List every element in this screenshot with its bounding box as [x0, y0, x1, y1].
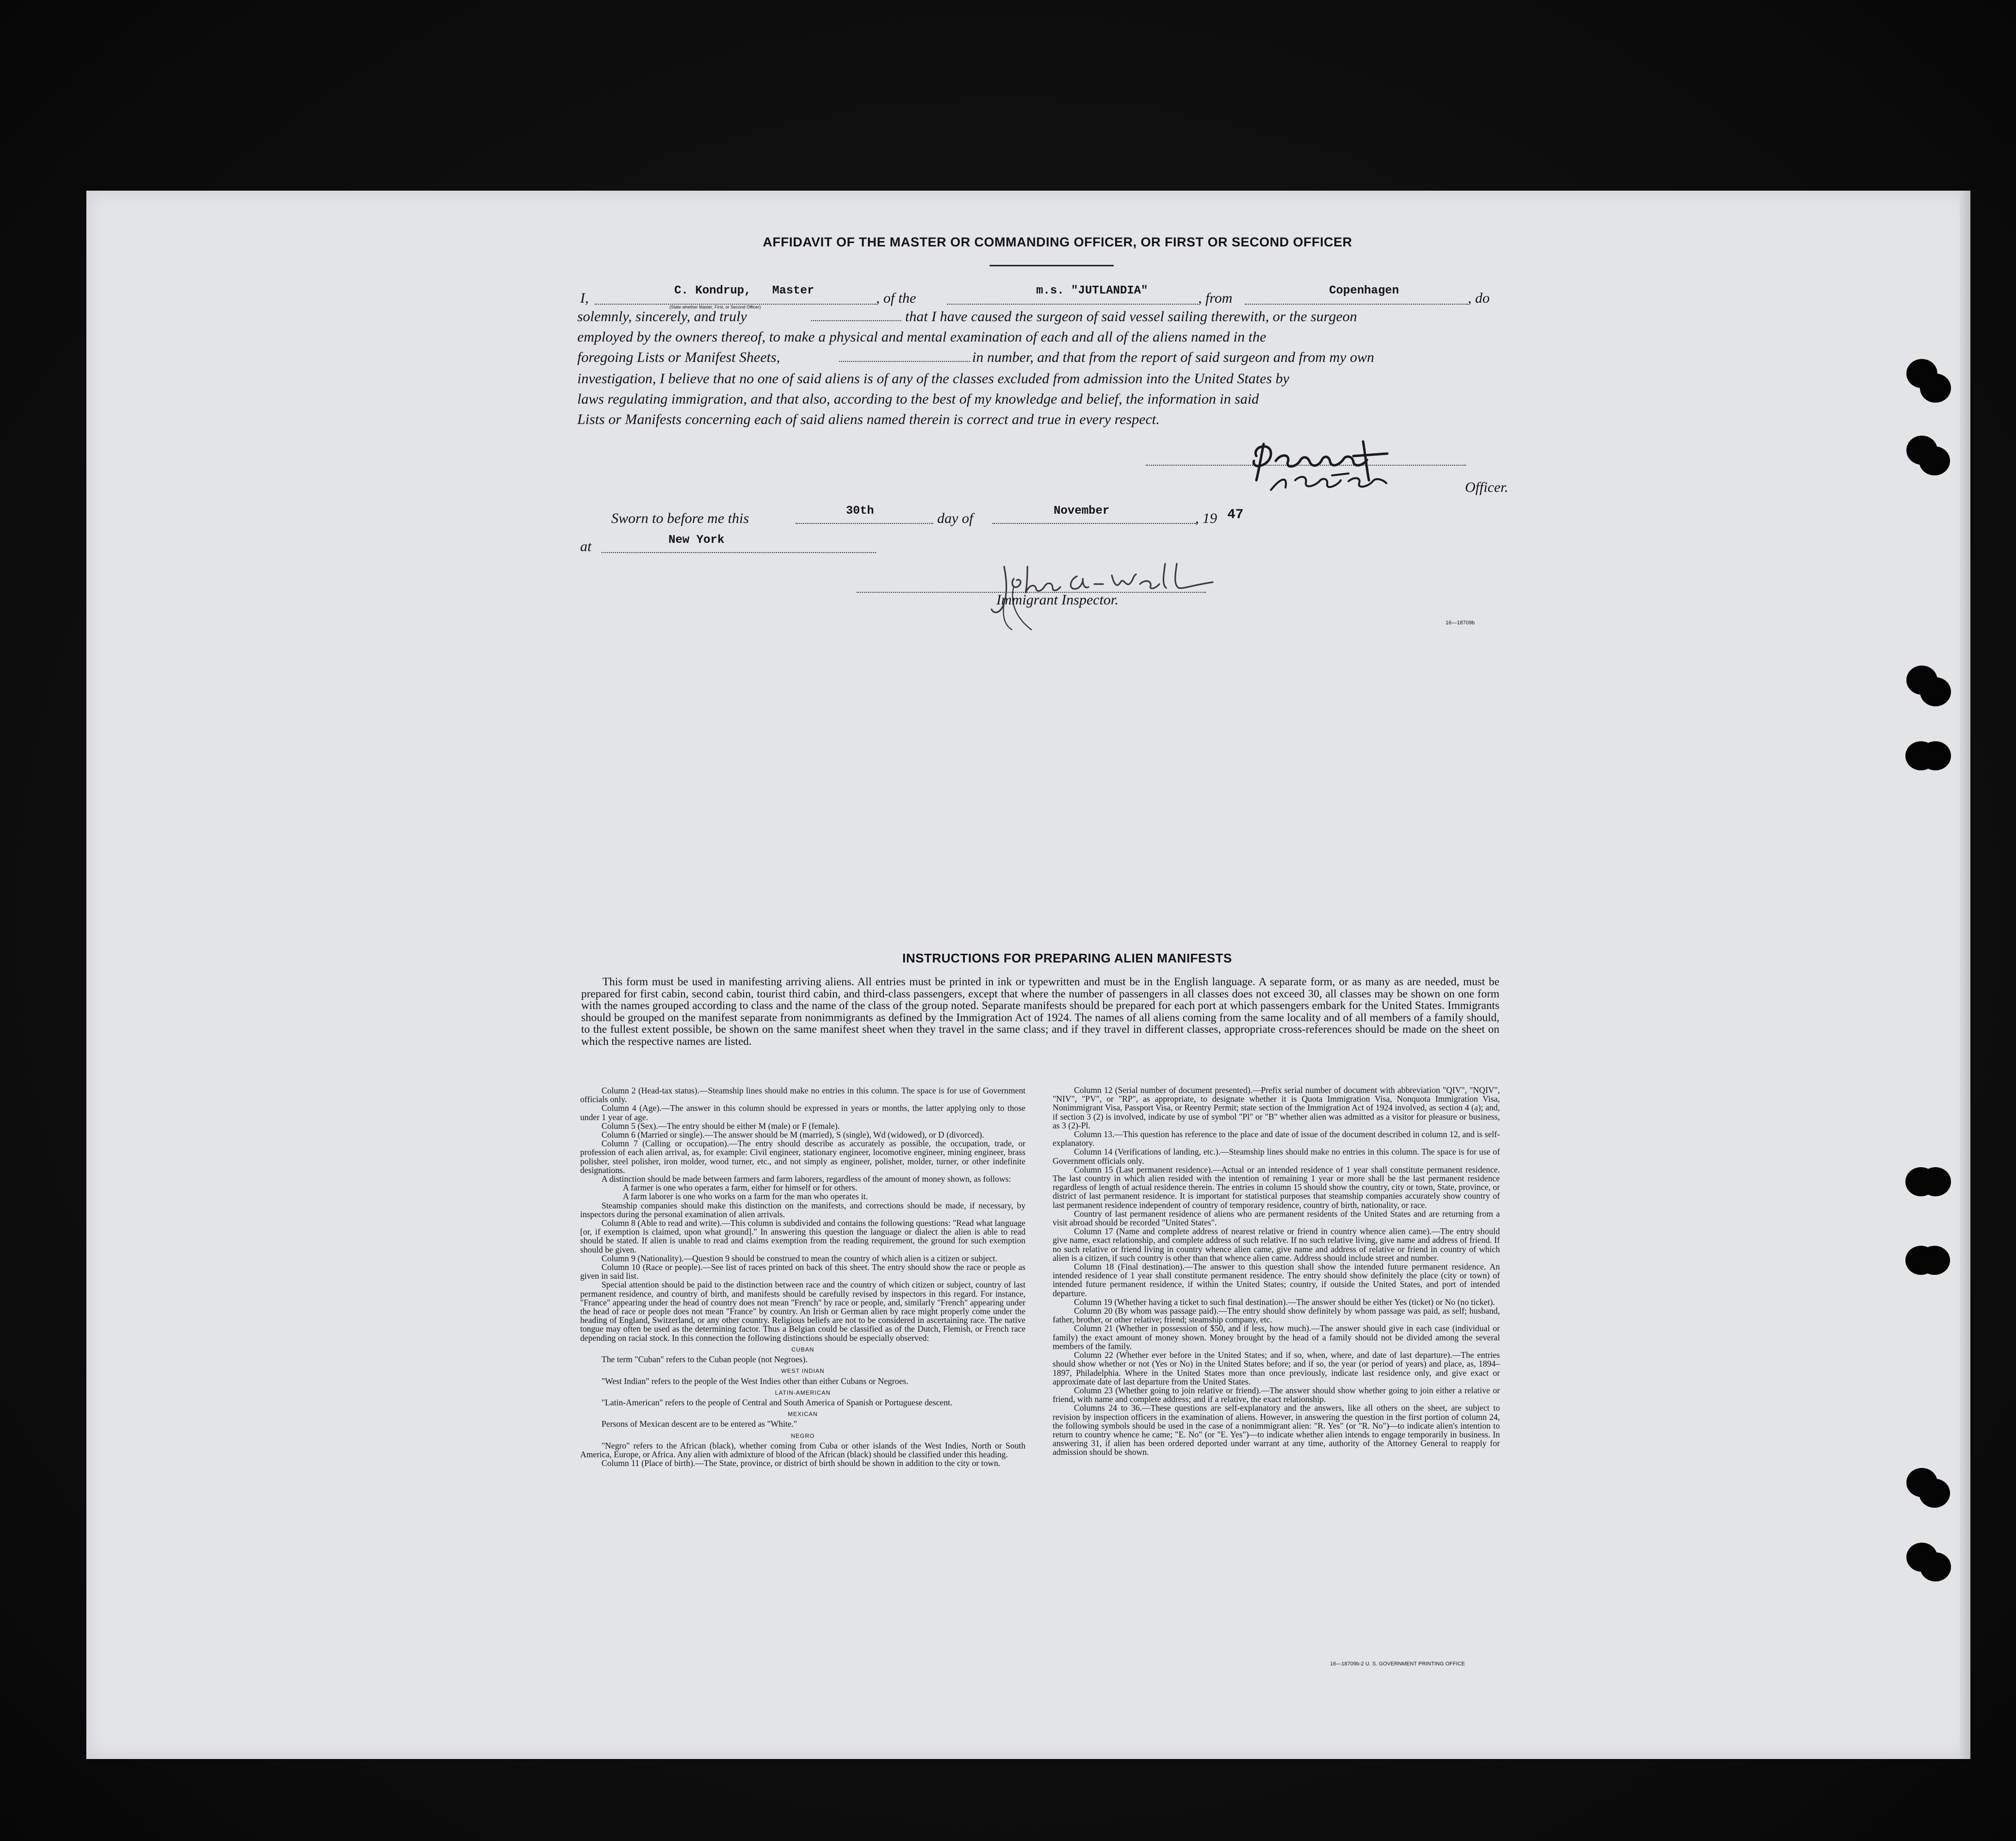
master-name-value: C. Kondrup,	[674, 284, 751, 297]
vessel-line	[947, 304, 1198, 305]
form-number: 16—18709b	[1446, 620, 1475, 626]
instructions-right-column	[1053, 1086, 1500, 1457]
inspector-label: Immigrant Inspector.	[996, 592, 1119, 608]
instruction-paragraph: Column 6 (Married or single).—The answer should be M (married), S (single), Wd (widowed), or D (divorced).	[602, 1130, 984, 1140]
instruction-paragraph: Column 13.—This question has reference to the place and date of issue of the document described in column 12, and is self-explanatory.	[1053, 1129, 1500, 1148]
section-heading: CUBAN	[791, 1346, 814, 1353]
instructions-intro	[581, 976, 1499, 1048]
instruction-paragraph: Column 15 (Last permanent residence).—Actual or an intended residence of 1 year shall constitute permanent residence. The last country in which alien resided with the intention of remaining 1 year or more shall be the last permanent residence regardless of length of actual residence therein. The entries in column 15 should show the country, city or town, State, province, or district of last permanent residence. It is important for statistical purposes that steamship companies accurately show country of last permanent residence independent of country of temporary residence, country of birth, nationality, or race.	[1053, 1164, 1500, 1210]
month-value: November	[1054, 505, 1110, 518]
affidavit-line-4a: foregoing Lists or Manifest Sheets,	[577, 349, 780, 365]
port-line	[1245, 304, 1468, 305]
rank-value: Master	[772, 284, 814, 297]
sworn-label: Sworn to before me this	[611, 510, 749, 526]
punch-hole	[1919, 1246, 1950, 1275]
affidavit-line-4b: in number, and that from the report of said surgeon and from my own	[972, 349, 1374, 365]
year-prefix-label: , 19	[1195, 510, 1217, 526]
instruction-paragraph: The term "Cuban" refers to the Cuban people (not Negroes).	[602, 1354, 808, 1365]
day-line	[796, 523, 933, 524]
month-line	[992, 523, 1196, 524]
instruction-paragraph: Column 23 (Whether going to join relative or friend).—The answer should show whether going to join either a relative or friend, with name and complete address; and if a relative, the exact relationship.	[1053, 1385, 1500, 1404]
punch-hole	[1920, 741, 1951, 770]
affidavit-line-5: investigation, I believe that no one of said aliens is of any of the classes excluded from admission into the United States by	[577, 371, 1289, 387]
instruction-paragraph: Column 7 (Calling or occupation).—The entry should describe as accurately as possible, the occupation, trade, or profession of each alien arrival, as, for example: Civil engineer, stationary engineer, locomotive engineer, mining engineer, brass polisher, steel polisher, iron molder, wood turner, etc., and not simply as engineer, polisher, molder, turner, or other indefinite designations.	[580, 1139, 1025, 1175]
punch-hole	[1920, 677, 1951, 706]
punch-hole	[1919, 446, 1950, 475]
section-heading: NEGRO	[791, 1432, 815, 1439]
section-heading: MEXICAN	[788, 1411, 818, 1418]
instruction-paragraph: Column 19 (Whether having a ticket to such final destination).—The answer should be either Yes (ticket) or No (no ticket).	[1074, 1297, 1495, 1307]
affidavit-line-7: Lists or Manifests concerning each of said aliens named therein is correct and true in every respect.	[577, 411, 1160, 427]
instruction-paragraph: "West Indian" refers to the people of the West Indies other than either Cubans or Negroes.	[602, 1376, 909, 1386]
instruction-paragraph: "Latin-American" refers to the people of Central and South America of Spanish or Portuguese descent.	[602, 1397, 953, 1407]
instruction-paragraph: Column 21 (Whether in possession of $50, and if less, how much).—The answer should give in each case (individual or family) the exact amount of money shown. Money brought by the head of a family should not be divided among the several members of the family.	[1053, 1323, 1500, 1351]
affidavit-line-2a: solemnly, sincerely, and truly	[577, 309, 747, 325]
year-value: 47	[1227, 507, 1244, 522]
instruction-paragraph: Column 10 (Race or people).—See list of races printed on back of this sheet. The entry should show the race or people as given in said list.	[580, 1262, 1025, 1281]
punch-hole	[1920, 1552, 1951, 1581]
master-signature	[1242, 427, 1494, 500]
rank-note: (State whether Master, First, or Second Officer)	[669, 305, 761, 310]
instructions-title: INSTRUCTIONS FOR PREPARING ALIEN MANIFESTS	[902, 951, 1232, 965]
officer-label: Officer.	[1465, 479, 1509, 495]
instruction-paragraph: Column 14 (Verifications of landing, etc.).—Steamship lines should make no entries in this column. The space is for use of Government officials only.	[1053, 1147, 1500, 1166]
instruction-paragraph: Column 2 (Head-tax status).—Steamship lines should make no entries in this column. The space is for use of Government officials only.	[580, 1086, 1025, 1105]
punch-hole	[1919, 1479, 1950, 1508]
title-rule	[990, 265, 1114, 266]
instruction-paragraph: Persons of Mexican descent are to be entered as "White."	[602, 1419, 797, 1429]
punch-hole	[1920, 374, 1951, 403]
intro-paragraph: This form must be used in manifesting arriving aliens. All entries must be printed in ink or typewritten and must be in the English language. A separate form, or as many as are needed, must be prepared for first cabin, second cabin, tourist third cabin, and third-class passengers, except that where the number of passengers in all classes does not exceed 30, all classes may be shown on one form with the names grouped according to class and the name of the class of the group noted. Separate manifests should be prepared for each port at which passengers embark for the United States. Immigrants should be grouped on the manifest separate from nonimmigrants as defined by the Immigration Act of 1924. The names of all aliens coming from the same locality and of all members of a family should, to the fullest extent possible, be shown on the same manifest sheet when they travel in the same class; and if they travel in different classes, appropriate cross-references should be made on the sheet on which the respective names are listed.	[581, 976, 1499, 1048]
section-heading: LATIN-AMERICAN	[775, 1389, 831, 1396]
page-edge	[1960, 191, 1970, 1759]
printing-office-footer: 16—18709b-2 U. S. GOVERNMENT PRINTING OFFICE	[1330, 1661, 1465, 1667]
instruction-paragraph: A distinction should be made between farmers and farm laborers, regardless of the amount of money shown, as follows:	[602, 1174, 1011, 1184]
punch-hole	[1920, 1167, 1951, 1196]
affidavit-line-6: laws regulating immigration, and that also, according to the best of my knowledge and belief, the information in said	[577, 391, 1259, 407]
day-value: 30th	[846, 505, 874, 518]
affidavit-line-2b: that I have caused the surgeon of said vessel sailing therewith, or the surgeon	[905, 309, 1357, 325]
vessel-value: m.s. "JUTLANDIA"	[1036, 284, 1148, 297]
instruction-paragraph: Columns 24 to 36.—These questions are self-explanatory and the answers, like all others on the sheet, are subject to revision by inspection officers in the examination of aliens. However, in answering the question in the first portion of column 24, the following symbols should be used in the case of a nonimmigrant alien: "R. Yes" (or "R. No")—to indicate alien's intention to return to country whence he came; "E. No" (or "E. Yes")—to indicate whether alien intends to engage temporarily in business. In answering 31, if alien has been ordered deported under warrant at any time, authority of the Attorney General to reapply for admission should be shown.	[1053, 1403, 1500, 1457]
instruction-paragraph: Column 20 (By whom was passage paid).—The entry should show definitely by whom passage was paid, as self; husband, father, brother, or other relative; friend; steamship company, etc.	[1053, 1306, 1500, 1325]
instruction-paragraph: Column 12 (Serial number of document presented).—Prefix serial number of document with abbreviation "QIV", "NQIV", "NIV", "PV", or "RP", as appropriate, to designate whether it is Quota Immigration Visa, Nonquota Immigration Visa, Nonimmigrant Visa, Passport Visa, or Reentry Permit; state section of the Immigration Act of 1924 involved, as section 4 (a); and, if section 3 (2) is involved, indicate by use of symbol "Pl" or "B" whether alien was admitted as a visitor for pleasure or business, as 3 (2)-Pl.	[1053, 1085, 1500, 1130]
place-value: New York	[668, 534, 725, 547]
instruction-paragraph: A farm laborer is one who works on a farm for the man who operates it.	[623, 1191, 868, 1202]
instruction-paragraph: Steamship companies should make this distinction on the manifests, and corrections should be made, if necessary, by inspectors during the personal examination of alien arrivals.	[580, 1200, 1025, 1219]
place-line	[602, 552, 876, 553]
instruction-paragraph: Column 4 (Age).—The answer in this column should be expressed in years or months, the latter applying only to those under 1 year of age.	[580, 1103, 1025, 1122]
instruction-paragraph: Special attention should be paid to the distinction between race and the country of which citizen or subject, country of last permanent residence, and country of birth, and manifests should be carefully revised by inspectors in this regard. For instance, "France" appearing under the head of country does not mean "French" by race or people, and, similarly "French" appearing under the head of race or people does not mean "France" by country. An Irish or German alien by race might properly come under the heading of England, Switzerland, or any other country. Religious beliefs are not to be considered in ascertaining race. The native tongue may often be used as the determining factor. Thus a Belgian could be classified as of the Dutch, Flemish, or French race depending on racial stock. In this connection the following distinctions should be especially observed:	[580, 1280, 1025, 1343]
day-of-label: day of	[937, 510, 974, 526]
instructions-left-column	[580, 1086, 1025, 1467]
instruction-paragraph: Column 8 (Able to read and write).—This column is subdivided and contains the following questions: "Read what language [or, if exemption is claimed, upon what ground]." In answering this question the language or dialect the alien is able to read should be stated. If alien is unable to read and claims exemption from the reading requirement, the ground for such exemption should be given.	[580, 1218, 1025, 1254]
instruction-paragraph: "Negro" refers to the African (black), whether coming from Cuba or other islands of the West Indies, North or South America, Europe, or Africa. Any alien with admixture of blood of the African (black) should be classified under this heading.	[580, 1440, 1025, 1459]
instruction-paragraph: A farmer is one who operates a farm, either for himself or for others.	[623, 1183, 858, 1193]
instruction-paragraph: Column 17 (Name and complete address of nearest relative or friend in country whence alien came).—The entry should give name, exact relationship, and complete address of such relative. If no such relative living, give name and address of friend. If no such relative or friend living in country whence alien came, give name and address of relative or friend in country of which alien is a citizen, if such country is other than that whence alien came. Address should include street and number.	[1053, 1226, 1500, 1263]
instruction-paragraph: Column 11 (Place of birth).—The State, province, or district of birth should be shown in addition to the city or town.	[602, 1458, 1001, 1468]
from-label: , from	[1198, 290, 1233, 306]
port-value: Copenhagen	[1329, 284, 1399, 297]
section-heading: WEST INDIAN	[781, 1368, 825, 1375]
instruction-paragraph: Column 9 (Nationality).—Question 9 should be construed to mean the country of which alien is a citizen or subject.	[602, 1253, 997, 1263]
instruction-paragraph: Column 18 (Final destination).—The answer to this question shall show the intended future permanent residence. An intended residence of 1 year shall constitute permanent residence. The entry should show definitely the place (city or town) of intended future permanent residence, if within the United States; country, if outside the United States, and port of intended departure.	[1053, 1262, 1500, 1298]
i-label: I,	[580, 290, 589, 306]
of-the-label: , of the	[876, 290, 916, 306]
sheets-count-line	[839, 361, 970, 362]
do-label: , do	[1468, 290, 1490, 306]
blank-line	[811, 320, 901, 321]
affidavit-title: AFFIDAVIT OF THE MASTER OR COMMANDING OFFICER, OR FIRST OR SECOND OFFICER	[763, 235, 1352, 249]
affidavit-line-3: employed by the owners thereof, to make a physical and mental examination of each and all of the aliens named in the	[577, 329, 1267, 345]
instruction-paragraph: Country of last permanent residence of aliens who are permanent residents of the United States and are returning from a visit abroad should be recorded "United States".	[1053, 1208, 1500, 1228]
at-label: at	[580, 538, 592, 554]
instruction-paragraph: Column 5 (Sex).—The entry should be either M (male) or F (female).	[602, 1121, 840, 1131]
instruction-paragraph: Column 22 (Whether ever before in the United States; and if so, when, where, and date of last departure).—The entries should show whether or not (Yes or No) in the United States before; and if so, the year (or period of years) and place, as, 1894–1897, Philadelphia. Where in the United States more than once previously, indicate last residence only, and give exact or approximate date of last departure from the United States.	[1053, 1350, 1500, 1386]
